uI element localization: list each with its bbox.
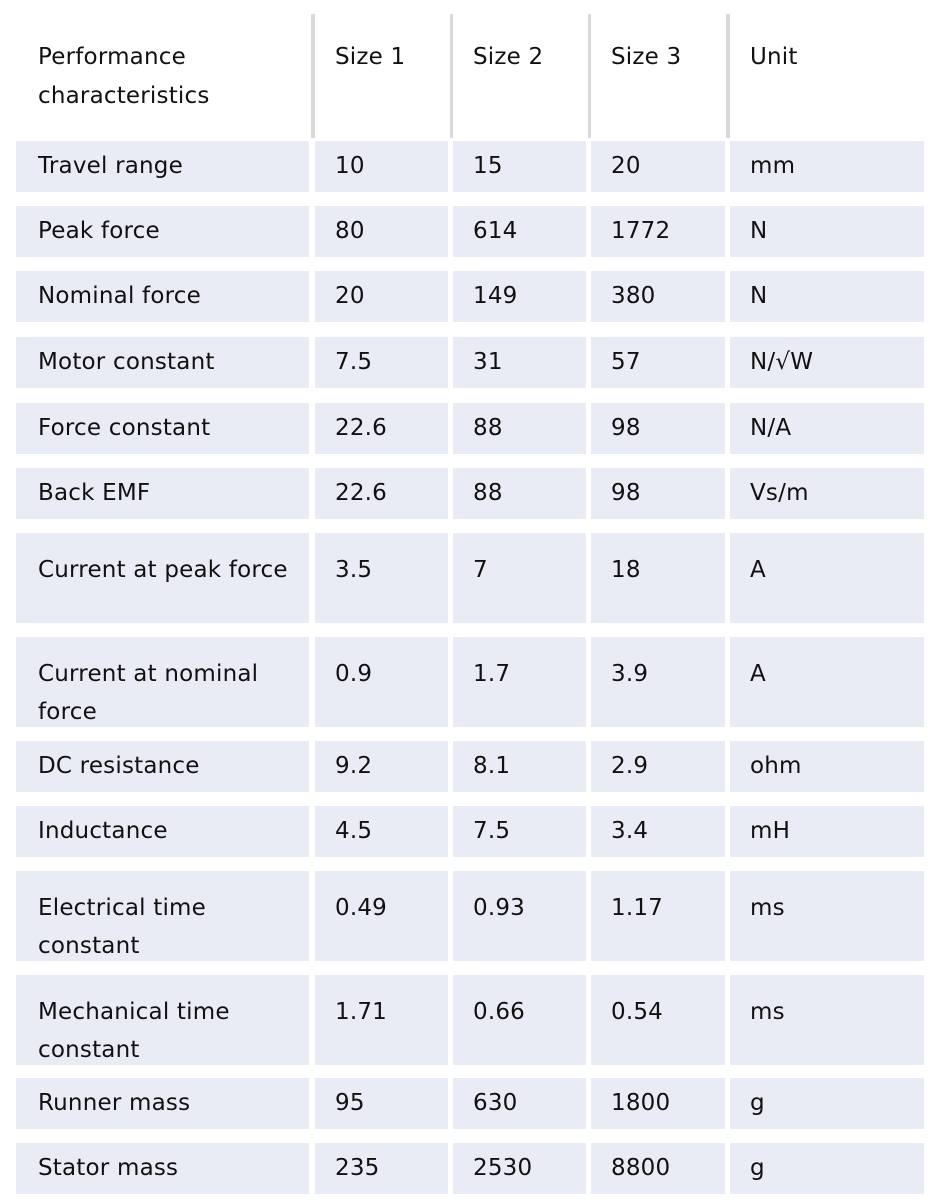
row-size-1: 0.9 [315, 637, 448, 727]
row-size-2: 614 [453, 206, 586, 257]
row-size-2: 149 [453, 271, 586, 322]
table-row [16, 806, 924, 857]
row-size-3: 18 [591, 533, 725, 623]
table-row [16, 871, 924, 961]
row-size-1: 22.6 [315, 403, 448, 454]
row-unit: mm [730, 141, 924, 192]
row-label: Nominal force [16, 271, 309, 322]
row-unit: A [730, 637, 924, 727]
row-size-3: 1772 [591, 206, 725, 257]
row-size-1: 22.6 [315, 468, 448, 519]
row-label: Force constant [16, 403, 309, 454]
row-size-3: 98 [591, 403, 725, 454]
row-size-1: 235 [315, 1143, 448, 1194]
row-size-1: 20 [315, 271, 448, 322]
row-unit: ms [730, 871, 924, 961]
row-size-1: 95 [315, 1078, 448, 1129]
row-size-3: 1.17 [591, 871, 725, 961]
row-size-1: 3.5 [315, 533, 448, 623]
table-row [16, 141, 924, 192]
row-label: Motor constant [16, 337, 309, 388]
table-row [16, 741, 924, 792]
row-size-3: 57 [591, 337, 725, 388]
row-unit: N/√W [730, 337, 924, 388]
table-row [16, 468, 924, 519]
header-performance-characteristics: Performance characteristics [16, 0, 306, 138]
row-label: Runner mass [16, 1078, 309, 1129]
row-unit: N [730, 206, 924, 257]
row-label: Travel range [16, 141, 309, 192]
row-size-3: 98 [591, 468, 725, 519]
row-size-1: 9.2 [315, 741, 448, 792]
table-row [16, 637, 924, 727]
row-size-3: 380 [591, 271, 725, 322]
header-unit: Unit [730, 0, 924, 138]
row-size-3: 20 [591, 141, 725, 192]
row-size-1: 7.5 [315, 337, 448, 388]
row-unit: Vs/m [730, 468, 924, 519]
table-row [16, 403, 924, 454]
row-label: Stator mass [16, 1143, 309, 1194]
row-unit: ms [730, 975, 924, 1065]
row-label: Inductance [16, 806, 309, 857]
row-unit: A [730, 533, 924, 623]
table-row [16, 206, 924, 257]
header-size-1: Size 1 [315, 0, 448, 138]
row-size-2: 88 [453, 403, 586, 454]
row-size-3: 3.9 [591, 637, 725, 727]
row-size-1: 4.5 [315, 806, 448, 857]
row-size-2: 88 [453, 468, 586, 519]
row-size-2: 31 [453, 337, 586, 388]
row-size-2: 7 [453, 533, 586, 623]
row-size-3: 1800 [591, 1078, 725, 1129]
table-row [16, 975, 924, 1065]
row-size-2: 7.5 [453, 806, 586, 857]
row-label: Back EMF [16, 468, 309, 519]
row-unit: g [730, 1078, 924, 1129]
row-size-2: 15 [453, 141, 586, 192]
row-size-3: 3.4 [591, 806, 725, 857]
row-size-2: 0.93 [453, 871, 586, 961]
table-row [16, 533, 924, 623]
table-row [16, 337, 924, 388]
table-header-row [16, 0, 924, 138]
header-size-2: Size 2 [453, 0, 586, 138]
row-unit: N [730, 271, 924, 322]
row-size-3: 8800 [591, 1143, 725, 1194]
row-size-3: 2.9 [591, 741, 725, 792]
row-unit: g [730, 1143, 924, 1194]
row-label: Electrical time constant [16, 871, 309, 961]
row-label: Peak force [16, 206, 309, 257]
row-size-1: 0.49 [315, 871, 448, 961]
row-label: Current at peak force [16, 533, 309, 623]
row-size-2: 2530 [453, 1143, 586, 1194]
row-label: Current at nominal force [16, 637, 309, 727]
table-row [16, 1078, 924, 1129]
header-size-3: Size 3 [591, 0, 725, 138]
row-size-1: 1.71 [315, 975, 448, 1065]
table-row [16, 271, 924, 322]
row-size-2: 8.1 [453, 741, 586, 792]
row-size-2: 1.7 [453, 637, 586, 727]
row-label: Mechanical time constant [16, 975, 309, 1065]
row-unit: N/A [730, 403, 924, 454]
row-size-1: 80 [315, 206, 448, 257]
row-unit: ohm [730, 741, 924, 792]
row-size-2: 0.66 [453, 975, 586, 1065]
row-unit: mH [730, 806, 924, 857]
row-size-3: 0.54 [591, 975, 725, 1065]
row-label: DC resistance [16, 741, 309, 792]
row-size-2: 630 [453, 1078, 586, 1129]
table-row [16, 1143, 924, 1194]
row-size-1: 10 [315, 141, 448, 192]
